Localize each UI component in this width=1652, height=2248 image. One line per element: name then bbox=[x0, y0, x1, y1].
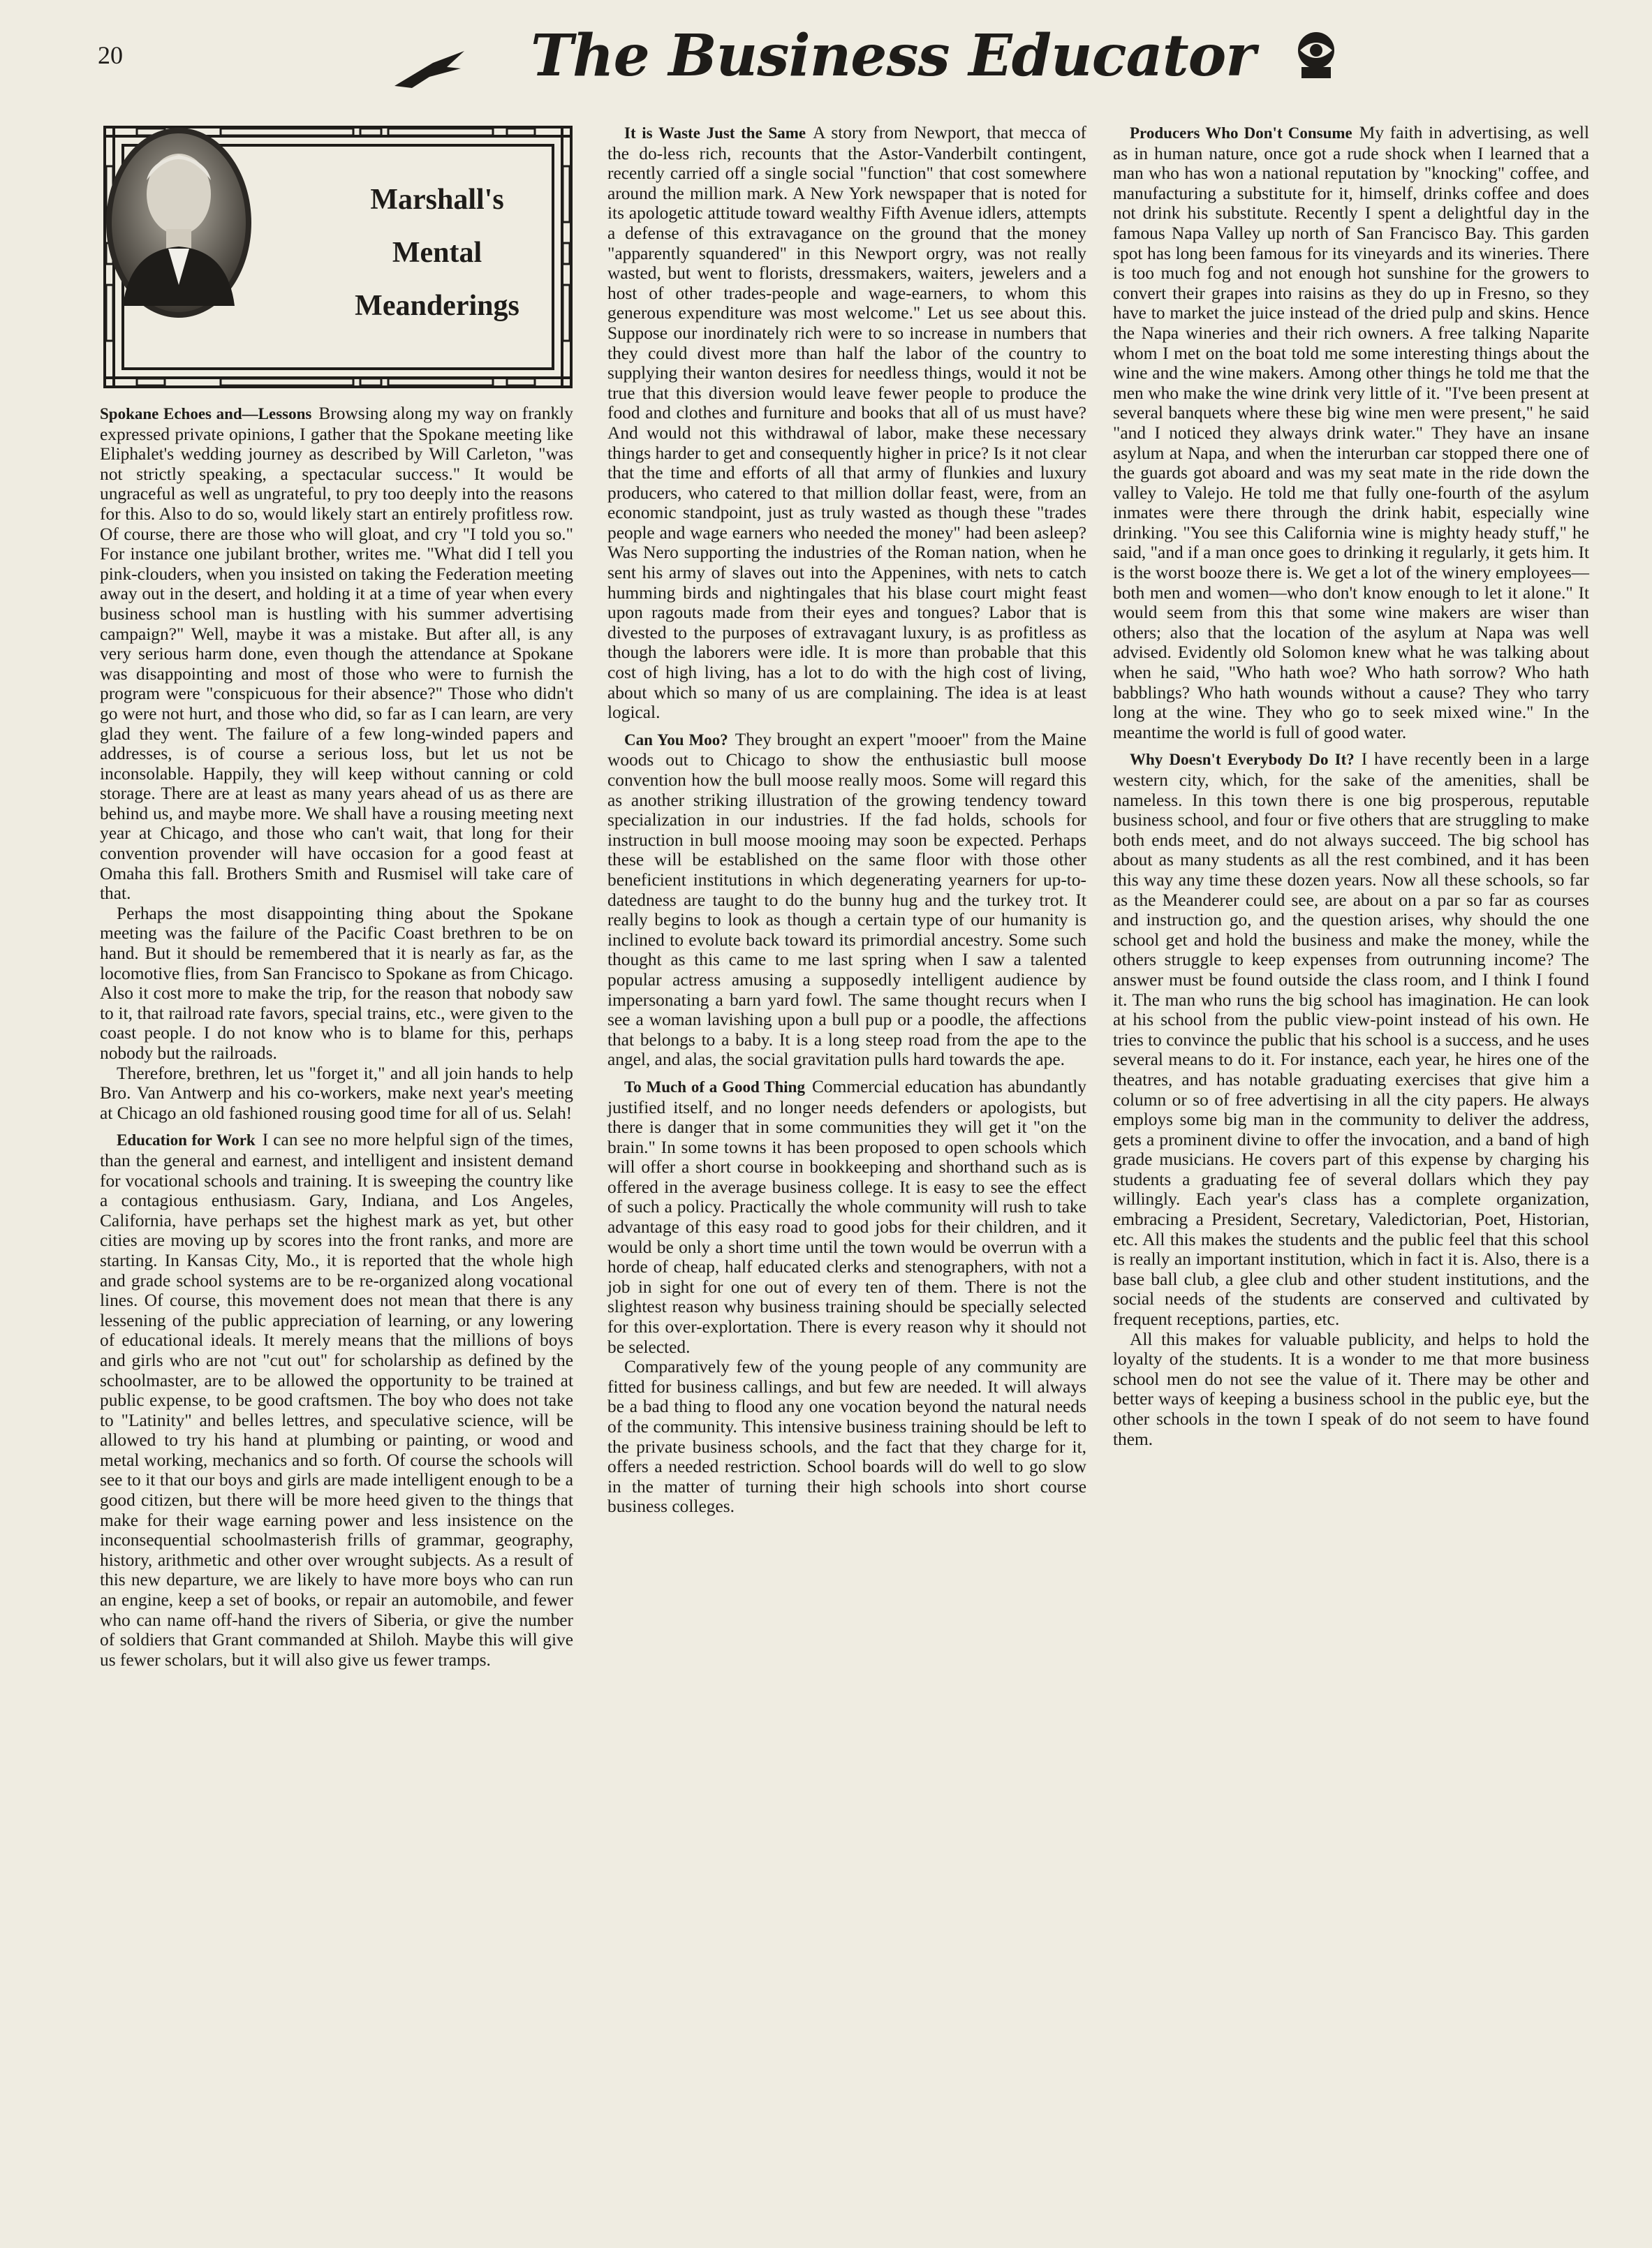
section-good-thing-p1 bbox=[607, 1077, 1086, 1357]
section-heading: Producers Who Don't Consume bbox=[1130, 124, 1352, 142]
paragraph-text: Commercial education has abundantly justified itself, and no longer needs defenders or apologists, but there is danger that in some communities they will get it "on the brain." In some towns it has been proposed to open schools which will offer a short course in bookkeeping and shorthand such as is offered in the average business college. It is easy to see the effect of such a policy. Practically the whole community will rush to take advantage of this easy road to good jobs for their children, and it would be only a short time until the town would be overrun with a horde of cheap, half educated clerks and stenographers, with not a job in sight for one out of every ten of them. There is not the slightest reason why business training should be specially selected for this over-explortation. There is every reason why it should not be selected. bbox=[607, 1076, 1086, 1357]
paragraph-text: I have recently been in a large western city, which, for the sake of the amenities, shall be nameless. In this town there is one big prosperous, reputable business school, and four or five others that are struggling to make both ends meet, and do not always succeed. The big school has about as many students as all the rest combined, and it has been this way any time these dozen years. Now all these schools, so far as the Meanderer could see, are about on a par so far as courses and instruction go, and the question arises, why should the one school get and hold the business and make the money, while the others struggle to keep expenses from outrunning income? The answer must be found outside the class room, and I think I found it. The man who runs the big school has imagination. He can look at his school from the public view-point instead of his own. He tries to convince the public that his school is a success, and he uses several means to do it. For instance, each year, he hires one of the theatres, and has notable graduating exercises that give him a column or so of free advertising in all the city papers. He always employs some big man in the community to deliver the address, gets a prominent divine to offer the invocation, and a band of high grade musicians. He covers part of this expense by charging his students a graduating fee of several dollars which they pay willingly. Each year's class has a complete organization, embracing a President, Secretary, Valedictorian, Poet, Historian, etc. All this makes the students and the public feel that this school is really an important institution, which in fact it is. Also, there is a base ball club, a glee club and other student institutions, and the social needs of the students are conserved and cultivated by frequent receptions, parties, etc. bbox=[1113, 749, 1590, 1330]
section-everybody-p1 bbox=[1113, 749, 1589, 1329]
emblem-icon bbox=[1292, 29, 1341, 82]
section-waste-p1 bbox=[607, 123, 1086, 723]
section-spokane-p2: Perhaps the most disappointing thing about the Spokane meeting was the failure of the Pacific Coast brethren to be on hand. But it should be remembered that it is nearly as far, as the locomotive flies, from San Francisco to Spokane as from Chicago. Also it cost more to make the trip, for the reason that nobody saw to it, that railroad rate favors, special trains, etc., were given to the coast people. I do not know who is to blame for this, perhaps nobody but the railroads. bbox=[100, 903, 573, 1063]
section-heading: Spokane Echoes and—Lessons bbox=[100, 405, 312, 423]
column-1 bbox=[100, 404, 573, 1670]
page-number: 20 bbox=[98, 41, 123, 69]
paragraph-text: They brought an expert "mooer" from the Maine woods out to Chicago to show the enthusiastic bull moose convention how the bull moose really moos. Some will regard this as another striking illustration of the growing tendency toward specialization in our industries. If the fad holds, schools for instruction in bull moose mooing may soon be expected. Perhaps these will be established on the same floor with those other beneficient institutions in which degenerating yearners for up-to-datedness are taught to do the bunny hug and the turkey trot. It really begins to look as though a certain type of our humanity is inclined to evolute back toward its primordial ancestry. Some such thought as this came to me last spring when I saw a talented popular actress amusing a supposedly intelligent audience by impersonating a barn yard fowl. The same thought recurs when I see a woman lavishing upon a bull pup or a poodle, the affections that belongs to a baby. It is a long steep road from the ape to the angel, and alas, the social gravitation pulls hard towards the ape. bbox=[607, 729, 1087, 1070]
masthead-title: The Business Educator bbox=[531, 22, 1255, 89]
section-heading: To Much of a Good Thing bbox=[624, 1078, 805, 1096]
section-producers-p1 bbox=[1113, 123, 1589, 742]
section-everybody-p2: All this makes for valuable publicity, and helps to hold the loyalty of the students. It is a wonder to me that more business school men do not see the value of it. There may be other and better ways of keeping a business school in the public eye, but the other schools in the town I speak of do not seem to have found them. bbox=[1113, 1329, 1589, 1449]
column-header-box bbox=[102, 124, 574, 390]
paragraph-text: I can see no more helpful sign of the times, than the general and earnest, and intelligent and insistent demand for vocational schools and training. It is sweeping the country like a contagious enthusiasm. Gary, Indiana, and Los Angeles, California, have perhaps set the highest mark as yet, but other cities are moving up by scores into the front ranks, and more are starting. In Kansas City, Mo., it is reported that the whole high and grade school systems are to be re-organized along vocational lines. Of course, this movement does not mean that there is any lessening of the public appreciation of learning, or any lowering of educational ideals. It merely means that the millions of boys and girls who are not "cut out" for scholarship as defined by the schoolmaster, are to be allowed the opportunity to be trained at public expense, to be good craftsmen. The boy who does not take to "Latinity" and belles lettres, and speculative science, will be allowed to try his hand at plumbing or painting, or wood and metal working, mechanics and so forth. Of course the schools will see to it that our boys and girls are made intelligent enough to be a good citizen, but there will be more heed given to the things that make for their wage earning power and less insistence on the inconsequential schoolmasterish frills of grammar, geography, history, arithmetic and other over wrought subjects. As a result of this new departure, we are likely to have more boys who can run an engine, keep a set of books, or repair an automobile, and fewer who can name off-hand the rivers of Siberia, or give the number of soldiers that Grant commanded at Shiloh. Maybe this will give us fewer scholars, but it will also give us fewer tramps. bbox=[100, 1130, 573, 1670]
section-moo-p1 bbox=[607, 730, 1086, 1070]
section-heading: Education for Work bbox=[117, 1131, 256, 1149]
paragraph-text: Browsing along my way on frankly expressed private opinions, I gather that the Spokane meeting like Eliphalet's wedding journey as described by Will Carleton, "was not strictly speaking, a spectacular success." It would be ungraceful as well as ungrateful, to pry too deeply into the reasons for this. Also to do so, would likely start an entirely profitless row. Of course, there are those who will gloat, and cry "I told you so." For instance one jubilant brother, writes me. "What did I tell you pink-clouders, when you insisted on taking the Federation meeting away out in the desert, and holding it at a time of year when every business school man is hustling with his summer advertising campaign?" Well, maybe it was a mistake. But after all, is any very serious harm done, even though the attendance at Spokane was disappointing and most of those who were to furnish the program were "conspicuous for their absence?" Those who didn't go were not hurt, and those who did, so far as I can learn, are very glad they went. The failure of a few long-winded papers and addresses, is of course a serious loss, but let us not be inconsolable. Happily, they will keep without canning or cold storage. There are at least as many years ahead of us as there are behind us, and maybe more. We shall have a rousing meeting next year at Chicago, and those who can't wait, that long for their convention provender will have occasion for a good feast at Omaha this fall. Brothers Smith and Rusmisel will take care of that. bbox=[100, 404, 574, 904]
column-3 bbox=[1113, 117, 1589, 1449]
section-heading: It is Waste Just the Same bbox=[624, 124, 806, 142]
section-heading: Why Doesn't Everybody Do It? bbox=[1130, 751, 1355, 769]
column-2 bbox=[607, 117, 1086, 1517]
title-line-1: Marshall's bbox=[370, 184, 504, 216]
section-good-thing-p2: Comparatively few of the young people of any community are fitted for business callings, and but few are needed. It will always be a bad thing to flood any one vocation beyond the natural needs of the community. This intensive business training should be left to the private business schools, and the fact that they charge for it, offers a needed restriction. School boards will do well to go slow in the matter of turning their high schools into short course business colleges. bbox=[607, 1357, 1086, 1517]
section-education-p1 bbox=[100, 1130, 573, 1670]
title-line-2: Mental bbox=[392, 237, 482, 269]
section-heading: Can You Moo? bbox=[624, 730, 728, 749]
title-line-3: Meanderings bbox=[355, 290, 519, 322]
paragraph-text: My faith in advertising, as well as in human nature, once got a rude shock when I learned that a man who has won a national reputation by "knocking" coffee, and manufacturing a substitute for it, himself, drinks coffee and does not drink his substitute. Recently I spent a delightful day in the famous Napa Valley up north of San Francisco Bay. This garden spot has long been famous for its vineyards and its wineries. There is too much fog and not enough hot sunshine for the growers to convert their grapes into raisins as they do up in Fresno, so they have to market the juice instead of the dried pulp and skins. Hence the Napa wineries and their rich owners. A free talking Naparite whom I met on the boat told me some interesting things about the wine and the wine makers. Among other things he told me that the men who make the wine drink very little of it. "I've been present at several banquets where these big wine men were present," he said "and I noticed they always drink water." They have an insane asylum at Napa, and when the interurban car stopped there one of the guards got aboard and was my seat mate in the ride down the valley to Valejo. He told me that fully one-fourth of the asylum inmates were there through the drink habit, especially wine drinking. "You see this California wine is mighty heady stuff," he said, "and if a man once goes to drinking it regularly, it gets him. It is the worst booze there is. We get a lot of the winery employees—both men and women—who don't know enough to let it alone." It would seem from this that some wine makers are wiser than others; also that the location of the asylum at Napa was well advised. Evidently old Solomon knew what he was talking about when he said, "Who hath woe? Who hath sorrow? Who hath babblings? Who hath wounds without a cause? They who tarry long at the wine. They who go to seek mixed wine." In the meantime the world is full of good water. bbox=[1113, 123, 1589, 742]
paragraph-text: A story from Newport, that mecca of the do-less rich, recounts that the Astor-Vanderbilt contingent, recently carried off a single social "function" that cost somewhere around the million mark. A New York newspaper that is noted for its apologetic attitude toward wealthy Fifth Avenue idlers, attempts a defense of this extravagance on the ground that the money "apparently squandered" in this Newport orgry, was not really wasted, but went to florists, dressmakers, waiters, jewelers and a host of other trades-people and wage-earners, to whom this generous expenditure was most welcome." Let us see about this. Suppose our inordinately rich were to so increase in numbers that they could divest more than half the labor of the country to supplying their wanton desires for needless things, would it not be true that this diversion would leave fewer people to produce the food and clothes and furniture and books that all of us must have? And would not this withdrawal of labor, make these necessary things harder to get and consequently higher in price? Is it not clear that the time and efforts of all that army of flunkies and luxury producers, who catered to that million dollar feast, were, from an economic standpoint, just as truly wasted as though these "trades people and wage earners who needed the money" had been asleep? Was Nero supporting the industries of the Roman nation, when he sent his army of slaves out into the Appenines, with nets to catch humming birds and nightingales that his blase court might feast upon ragouts made from their eyes and tongues? Labor that is divested to the purposes of extravagant luxury, is as profitless as though the laborers were idle. It is more than probable that this cost of high living, has a lot to do with the high cost of living, about which so many of us are complaining. The idea is at least logical. bbox=[607, 123, 1086, 723]
bird-icon bbox=[391, 47, 468, 89]
author-portrait bbox=[102, 124, 256, 321]
section-spokane-p3: Therefore, brethren, let us "forget it," and all join hands to help Bro. Van Antwerp and his co-workers, make next year's meeting at Chicago an old fashioned rousing good time for all of us. Selah! bbox=[100, 1063, 573, 1123]
masthead bbox=[391, 22, 1341, 99]
section-spokane-p1 bbox=[100, 404, 573, 904]
column-title bbox=[311, 173, 563, 332]
